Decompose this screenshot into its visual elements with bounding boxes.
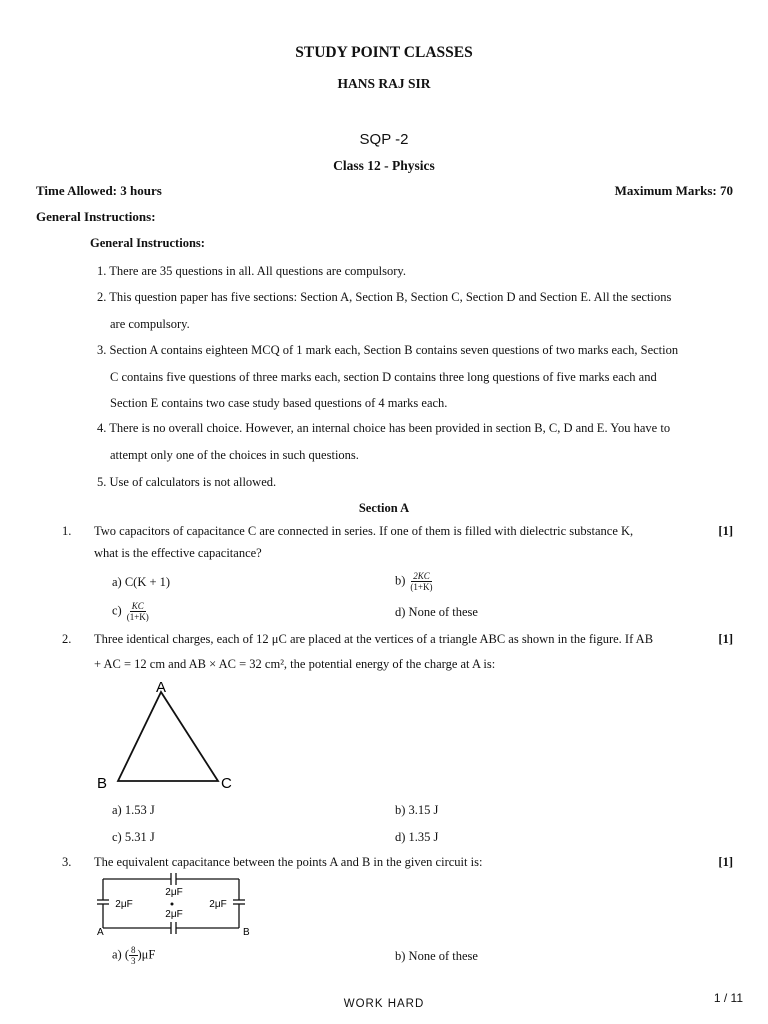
time-allowed: Time Allowed: 3 hours [36,183,162,198]
terminal-label-a: A [97,927,104,938]
node-dot [171,903,174,906]
footer-motto: WORK HARD [343,998,425,1010]
option-a: a) 1.53 J [112,803,155,817]
option-a: a) C(K + 1) [112,575,171,589]
vertex-label-a: A [155,679,167,696]
option-b: b) None of these [395,949,478,963]
general-instructions-subheading: General Instructions: [90,236,205,250]
question-marks: [1] [718,524,733,538]
triangle-shape [118,692,218,781]
section-title: Section A [358,501,410,515]
instruction-line: 2. This question paper has five sections: Section A, Section B, Section C, Section D and Section E. All the sections [97,290,672,304]
paper-code: SQP -2 [359,131,409,148]
instruction-line: 4. There is no overall choice. However, an internal choice has been provided in section B, C, D and E. You have to [97,421,671,435]
question-text: The equivalent capacitance between the points A and B in the given circuit is: [94,855,483,869]
page-number: 1 / 11 [713,991,743,1005]
terminal-label-b: B [243,927,250,938]
question-number: 3. [62,855,72,869]
maximum-marks: Maximum Marks: 70 [614,183,733,198]
option-d: d) 1.35 J [395,830,439,844]
capacitor-circuit-figure [93,872,255,938]
capacitor-label-middle: 2μF [165,909,183,920]
capacitor-label-right: 2μF [209,899,227,910]
instruction-line: Section E contains two case study based questions of 4 marks each. [110,396,448,410]
option-d: d) None of these [395,605,478,619]
instruction-line: 3. Section A contains eighteen MCQ of 1 mark each, Section B contains seven questions of two marks each, Section [97,343,679,357]
vertex-label-c: C [221,775,232,792]
option-a: a) ( $\frac{8}{3}$ )μF [112,945,156,966]
question-text: what is the effective capacitance? [94,546,262,560]
instruction-line: 1. There are 35 questions in all. All questions are compulsory. [97,264,406,278]
option-b: b) 3.15 J [395,803,439,817]
question-text: Two capacitors of capacitance C are connected in series. If one of them is filled with dielectric substance K, [94,524,634,538]
capacitor-label-left: 2μF [115,899,133,910]
question-marks: [1] [718,855,733,869]
vertex-label-b: B [97,775,108,792]
instruction-line: 5. Use of calculators is not allowed. [97,475,277,489]
institute-name: STUDY POINT CLASSES [295,44,473,61]
option-c: c) $\frac{KC}{(1+K)}$ [112,601,149,622]
option-c: c) 5.31 J [112,830,155,844]
teacher-name: HANS RAJ SIR [337,76,431,91]
triangle-figure [92,678,252,796]
question-marks: [1] [718,632,733,646]
question-number: 2. [62,632,72,646]
instruction-line: C contains five questions of three marks each, section D contains three long questions of five marks each and [110,370,657,384]
general-instructions-heading: General Instructions: [36,209,156,224]
question-text: Three identical charges, each of 12 μC are placed at the vertices of a triangle ABC as shown in the figure. If AB [94,632,654,646]
question-text: + AC = 12 cm and AB × AC = 32 cm², the potential energy of the charge at A is: [94,657,496,671]
class-subject: Class 12 - Physics [333,158,435,173]
capacitor-label-top: 2μF [165,887,183,898]
question-number: 1. [62,524,72,538]
instruction-line: are compulsory. [110,317,190,331]
instruction-line: attempt only one of the choices in such questions. [110,448,359,462]
option-b: b) $\frac{2KC}{(1+K)}$ [395,571,433,592]
